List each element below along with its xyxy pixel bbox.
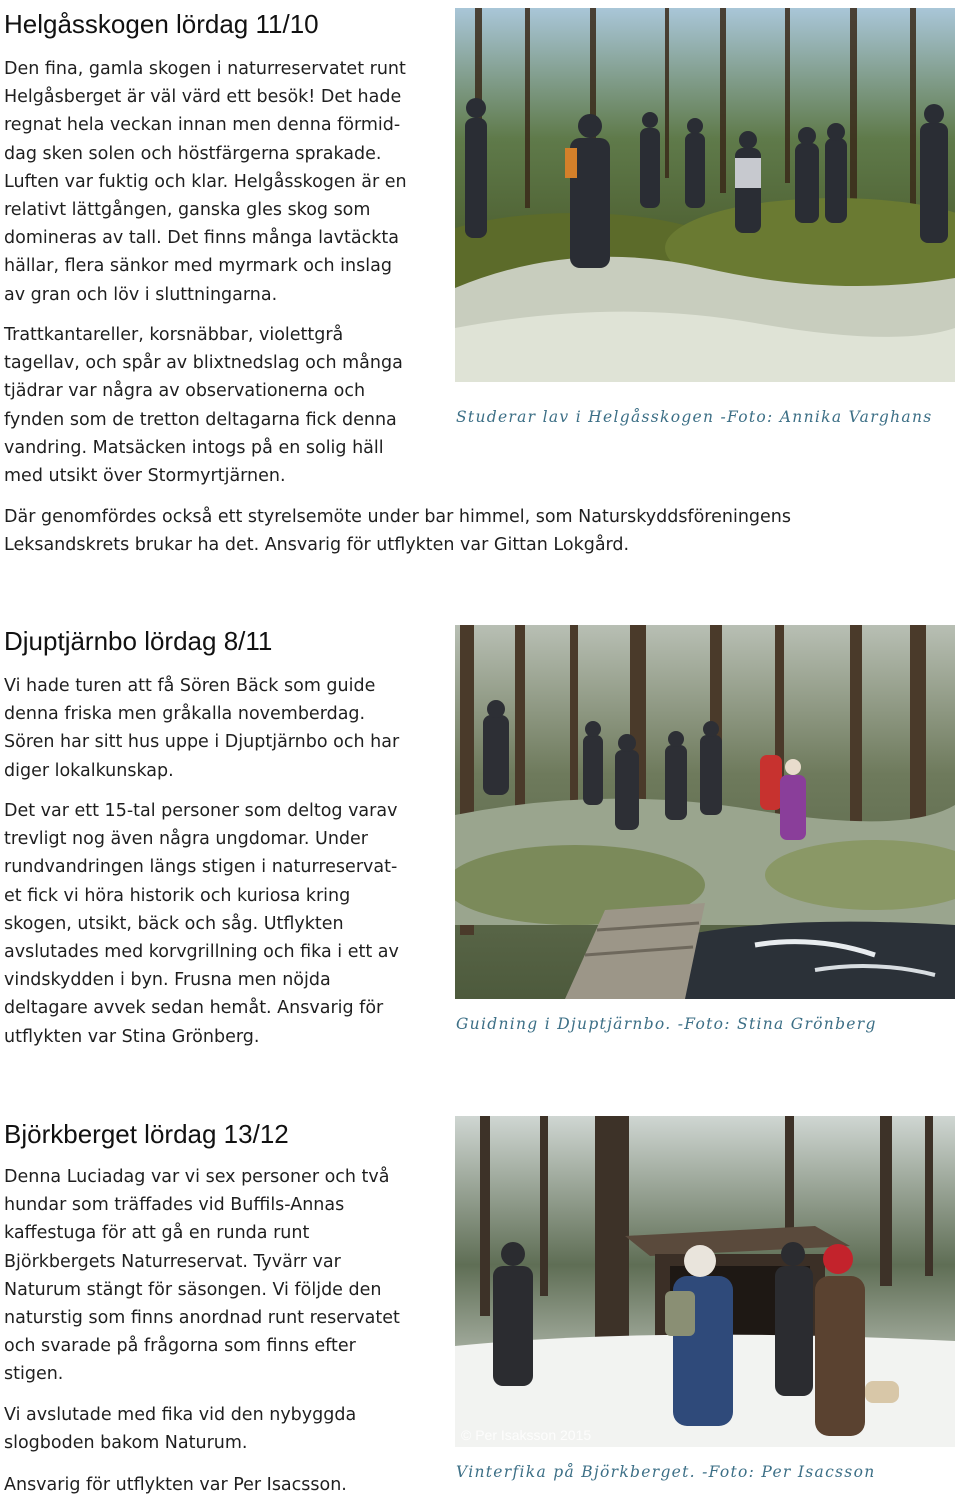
photo-caption-djuptjarnbo: Guidning i Djuptjärnbo. -Foto: Stina Grönberg	[456, 1015, 877, 1033]
photo-watermark: © Per Isaksson 2015	[461, 1427, 592, 1443]
section-heading-bjorkberget: Björkberget lördag 13/12	[4, 1119, 289, 1149]
photo-bjorkberget-image	[455, 1116, 955, 1447]
paragraph-bjorkberget-intro: Denna Luciadag var vi sex personer och två hundar som träffades vid Buffils-Annas kaffestuga för att gå en runda runt Björkbergets Naturreservat. Tyvärr var Naturum stängt för säsongen. Vi följde den naturstig som finns anordnad runt reservatet och svarade på frågorna som finns efter stigen.	[4, 1167, 400, 1385]
photo-caption-bjorkberget: Vinterfika på Björkberget. -Foto: Per Isacsson	[456, 1463, 876, 1481]
photo-helgasskogen	[455, 8, 955, 382]
photo-helgasskogen-image	[455, 8, 955, 382]
paragraph-djuptjarnbo-walk: Det var ett 15-tal personer som deltog varav trevligt nog även några ungdomar. Under rundvandringen längs stigen i naturreservat- et fick vi höra historik och kuriosa kring skogen, utsikt, bäck och såg. Utflykten avslutades med korvgrillning och fika i ett av vindskydden i byn. Frusna men nöjda deltagare avvek sedan hemåt. Ansvarig för utflykten var Stina Grönberg.	[4, 801, 399, 1047]
photo-djuptjarnbo-image	[455, 625, 955, 999]
paragraph-djuptjarnbo-guide: Vi hade turen att få Sören Bäck som guide denna friska men gråkalla novemberdag. Sören har sitt hus uppe i Djuptjärnbo och har diger lokalkunskap.	[4, 676, 400, 781]
section-heading-helgasskogen: Helgåsskogen lördag 11/10	[4, 9, 319, 39]
paragraph-bjorkberget-responsible: Ansvarig för utflykten var Per Isacsson.	[4, 1475, 347, 1495]
photo-bjorkberget	[455, 1116, 955, 1447]
paragraph-helgasskogen-meeting: Där genomfördes också ett styrelsemöte under bar himmel, som Naturskyddsföreningens Leksandskrets brukar ha det. Ansvarig för utflykten var Gittan Lokgård.	[4, 507, 792, 556]
paragraph-helgasskogen-observations: Trattkantareller, korsnäbbar, violettgrå tagellav, och spår av blixtnedslag och många tjädrar var några av observationerna och fynden som de tretton deltagarna fick denna vandring. Matsäcken intogs på en solig häll med utsikt över Stormyrtjärnen.	[4, 325, 403, 487]
paragraph-bjorkberget-fika: Vi avslutade med fika vid den nybyggda slogboden bakom Naturum.	[4, 1405, 357, 1454]
section-heading-djuptjarnbo: Djuptjärnbo lördag 8/11	[4, 626, 273, 656]
photo-djuptjarnbo	[455, 625, 955, 999]
paragraph-helgasskogen-intro: Den fina, gamla skogen i naturreservatet runt Helgåsberget är väl värd ett besök! Det hade regnat hela veckan innan men denna förmid- dag sken solen och höstfärgerna sprakade. Luften var fuktig och klar. Helgåsskogen är en relativt lättgången, ganska gles skog som domineras av tall. Det finns många lavtäckta hällar, flera sänkor med myrmark och inslag av gran och löv i sluttningarna.	[4, 59, 407, 305]
photo-caption-helgasskogen: Studerar lav i Helgåsskogen -Foto: Annika Varghans	[456, 408, 933, 426]
